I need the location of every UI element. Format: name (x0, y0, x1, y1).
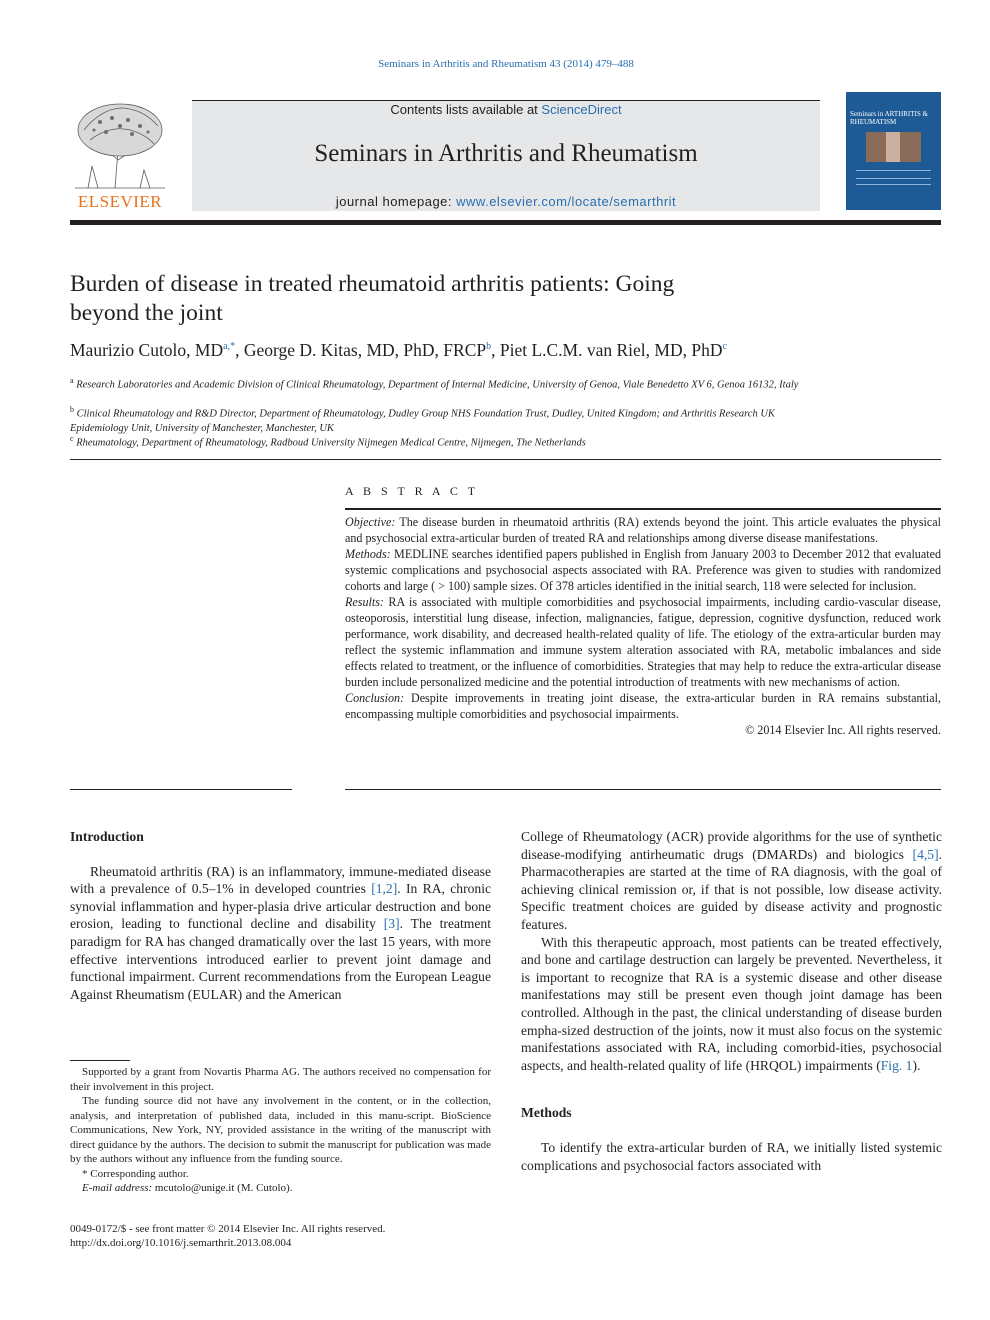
author-3-affiliation[interactable]: c (722, 341, 727, 353)
journal-cover-image (846, 92, 941, 210)
doi-link[interactable]: http://dx.doi.org/10.1016/j.semarthrit.2013.08.004 (70, 1237, 292, 1249)
citation-1-2[interactable]: [1,2] (371, 881, 398, 897)
right-paragraph-1: College of Rheumatology (ACR) provide algorithms for the use of synthetic disease-modifying antirheumatic drugs (DMARDs) and biologics [4,5]. Pharmacotherapies are started at the time of RA diagnosis, with the goal of achieving clinical remission or, if that is not possible, low disease activity. Specific treatment choices are guided by disease activity and prognostic features. (521, 829, 942, 932)
citation-3[interactable]: [3] (383, 916, 400, 932)
footnote-rule (70, 1060, 130, 1061)
intro-paragraph-1: Rheumatoid arthritis (RA) is an inflammatory, immune-mediated disease with a prevalence of 0.5–1% in developed countries [1,2]. In RA, chronic synovial inflammation and hyper-plasia drive articular destruction and bone erosion, leading to functional decline and disability [3]. The treatment paradigm for RA has changed dramatically over the last 15 years, with more effective interventions introduced earlier to prevent joint damage and functional impairment. Current recommendations from the European League Against Rheumatism (EULAR) and the American (70, 863, 492, 1002)
footnote-disclosure: The funding source did not have any involvement in the content, or in the collection, analysis, and interpretation of published data, included in this manu-script. BioScience Communications, New York, NY, provided assistance in the writing of the manuscript with direct guidance by the authors. The decision to submit the manuscript for publication was made by the authors without any influence from the funding source. (70, 1095, 491, 1165)
title-line-1: Burden of disease in treated rheumatoid arthritis patients: Going (70, 271, 675, 297)
title-line-2: beyond the joint (70, 300, 223, 326)
affiliation-c: $^c$ Rheumatology, Department of Rheumatology, Radboud University Nijmegen Medical Centre, Nijmegen, The Netherlands (70, 434, 586, 449)
abstract-top-rule (345, 508, 941, 510)
elsevier-tree-icon (70, 100, 170, 190)
left-divider (70, 789, 292, 790)
abstract-methods: Methods: MEDLINE searches identified papers published in English from January 2003 to December 2012 that evaluated systemic complications and psychosocial aspects associated with RA. Preference was given to studies with randomized cohorts and large ( > 100) sample sizes. Of 378 articles identified in the initial search, 118 were selected for inclusion. (345, 547, 941, 593)
email-address[interactable]: mcutolo@unige.it (M. Cutolo). (152, 1182, 293, 1194)
author-1-affiliation[interactable]: a,* (223, 341, 236, 353)
bottom-matter (70, 1222, 491, 1250)
introduction-heading: Introduction (70, 829, 144, 844)
cover-photo (866, 132, 921, 162)
homepage-prefix: journal homepage: (335, 194, 457, 209)
affiliation-b: $^b$ Clinical Rheumatology and R&D Director, Department of Rheumatology, Dudley Group NHS Foundation Trust, Dudley, United Kingdom; and Arthritis Research UK Epidemiology Unit, University of Manchester, Manchester, UK (70, 405, 775, 434)
journal-title: Seminars in Arthritis and Rheumatism (314, 140, 698, 167)
elsevier-logo (70, 100, 170, 212)
author-1: Maurizio Cutolo, MD (70, 340, 224, 360)
abstract-copyright: © 2014 Elsevier Inc. All rights reserved. (745, 723, 941, 737)
cover-title: Seminars in ARTHRITIS & RHEUMATISM (850, 110, 928, 126)
homepage-link[interactable]: www.elsevier.com/locate/semarthrit (456, 194, 677, 209)
abstract-objective: Objective: The disease burden in rheumatoid arthritis (RA) extends beyond the joint. This article evaluates the physical and psychosocial extra-articular burden of treated RA and relationships among diverse disease manifestations. (345, 515, 941, 545)
abstract-label: A B S T R A C T (345, 484, 479, 498)
citation-4-5[interactable]: [4,5] (912, 846, 939, 862)
affiliation-a: $^a$ Research Laboratories and Academic Division of Clinical Rheumatology, Department of Internal Medicine, University of Genoa, Viale Benedetto XV 6, Genoa 16132, Italy (70, 376, 799, 391)
footnote-email: E-mail address: mcutolo@unige.it (M. Cutolo). (82, 1182, 293, 1194)
footnotes (70, 1065, 491, 1196)
methods-heading: Methods (521, 1105, 572, 1121)
contents-line (192, 102, 820, 117)
author-2: , George D. Kitas, MD, PhD, FRCP (235, 340, 487, 360)
right-column (521, 828, 942, 1174)
header-divider (70, 220, 941, 225)
author-2-affiliation[interactable]: b (486, 341, 492, 353)
author-list (70, 340, 940, 361)
article-title (70, 270, 850, 328)
sciencedirect-link[interactable]: ScienceDirect (541, 102, 622, 117)
homepage-line (192, 194, 820, 209)
abstract-bottom-rule (345, 789, 941, 790)
affiliation-divider (70, 459, 941, 460)
methods-paragraph-1: To identify the extra-articular burden of RA, we initially listed systemic complications and psychosocial factors associated with (521, 1139, 942, 1173)
contents-prefix: Contents lists available at (390, 102, 542, 117)
abstract-body (345, 514, 941, 738)
abstract-results: Results: RA is associated with multiple comorbidities and psychosocial impairments, including cardio-vascular disease, osteoporosis, interstitial lung disease, infection, malignancies, fatigue, depression, cognitive dysfunction, reduced work performance, work disability, and decreased health-related quality of life. The etiology of the extra-articular burden may reflect the systemic inflammation and immune system alteration associated with RA, metabolic imbalances and side effects related to treatment, or the influence of comorbidities. Strategies that may help to reduce the extra-articular disease burden include personalized medicine and the potential introduction of treatments with new mechanisms of action. (345, 595, 941, 689)
journal-reference[interactable]: Seminars in Arthritis and Rheumatism 43 (2014) 479–488 (378, 58, 634, 70)
footnote-corresponding: * Corresponding author. (82, 1167, 189, 1180)
issn-line: 0049-0172/$ - see front matter © 2014 Elsevier Inc. All rights reserved. (70, 1223, 386, 1235)
footnote-funding: Supported by a grant from Novartis Pharma AG. The authors received no compensation for their involvement in this project. (70, 1066, 491, 1093)
publisher-name: ELSEVIER (77, 192, 163, 211)
author-3: , Piet L.C.M. van Riel, MD, PhD (491, 340, 723, 360)
right-paragraph-2: With this therapeutic approach, most patients can be treated effectively, and bone and cartilage destruction can largely be prevented. Nevertheless, it is important to recognize that RA is a systemic disease and other disease manifestations may still be present even though joint damage has been controlled. Although in the past, the clinical understanding of disease burden empha-sized destruction of the joints, now it must also focus on the systemic manifestations associated with RA, including comorbid-ities, psychosocial aspects, and health-related quality of life (HRQOL) impairments (Fig. 1). (521, 934, 942, 1073)
figure-1-link[interactable]: Fig. 1 (880, 1057, 913, 1073)
abstract-conclusion: Conclusion: Despite improvements in treating joint disease, the extra-articular burden in RA remains substantial, encompassing multiple comorbidities and psychosocial impairments. (345, 691, 941, 721)
left-column (70, 828, 491, 1003)
